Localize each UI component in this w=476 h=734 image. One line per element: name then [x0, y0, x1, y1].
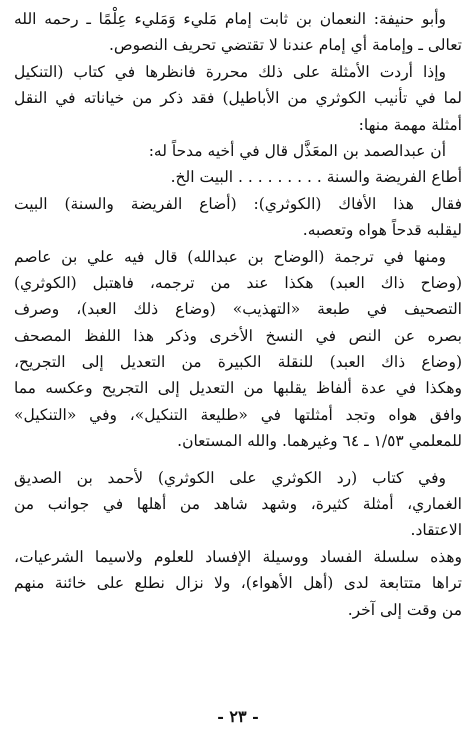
- text-line: أمثلة مهمة منها:: [358, 115, 462, 134]
- text-line: التصحيف في طبعة «التهذيب» (وضاع ذلك العبد)، وصرف: [14, 300, 462, 319]
- text-line: ليقلبه قدحاً هواه وتعصبه.: [302, 221, 462, 240]
- text-line: وهذه سلسلة الفساد ووسيلة الإفساد للعلوم ولاسيما الشرعيات،: [14, 547, 462, 566]
- text-line: تراها متتابعة لدى (أهل الأهواء)، ولا نزال نطلع على خائنة منهم: [14, 574, 462, 593]
- text-line: للمعلمي ١/٥٣ ـ ٦٤ وغيرهما. والله المستعان.: [177, 432, 462, 451]
- text-line: وأبو حنيفة: النعمان بن ثابت إمام مَليء وَمَليء عِلْمًا ـ رحمه الله: [14, 10, 446, 28]
- text-line: بصره عن النص في النسخ الأخرى وذكر هذا اللفظ المصحف: [14, 326, 462, 345]
- text-line: وإذا أردت الأمثلة على ذلك محررة فانظرها في كتاب (التنكيل: [14, 62, 446, 81]
- text-line: الاعتقاد.: [410, 521, 462, 540]
- page-number: - ٢٣ -: [217, 707, 259, 726]
- text-line: من وقت إلى آخر.: [347, 600, 462, 619]
- text-line: وافق هواه وتجد أمثلتها في «طليعة التنكيل»، وفي «التنكيل»: [14, 405, 462, 424]
- text-line: تعالى ـ وإمامة أي إمام عندنا لا تقتضي تحريف النصوص.: [108, 36, 462, 55]
- text-line: وهكذا في عدة ألفاظ يقلبها من التعديل إلى التجريح وعكسه مما: [14, 379, 462, 398]
- text-line: الغماري، أمثلة كثيرة، وشهد شاهد من أهلها في جوانب من: [14, 495, 462, 514]
- text-line: (وضاح ذاك العبد) هكذا عند من ترجمه، فاهتبل (الكوثري): [14, 273, 462, 292]
- poem-line: أطاع الفريضة والسنة . . . . . . . . . البيت الخ.: [170, 168, 462, 187]
- text-line: ومنها في ترجمة (الوضاح بن عبدالله) قال فيه علي بن عاصم: [14, 247, 446, 266]
- text-line: فقال هذا الأفاك (الكوثري): (أضاع الفريضة والسنة) البيت: [14, 194, 462, 213]
- text-line: أن عبدالصمد بن المعَذَّل قال في أخيه مدحاً له:: [148, 141, 446, 160]
- text-line: (وضاع ذاك العبد) للنقلة الكبيرة من التعديل إلى التجريح،: [14, 353, 462, 372]
- text-line: لما في تأنيب الكوثري من الأباطيل) فقد ذكر من خياناته في النقل: [14, 89, 462, 108]
- text-line: وفي كتاب (رد الكوثري على الكوثري) لأحمد بن الصديق: [14, 468, 446, 487]
